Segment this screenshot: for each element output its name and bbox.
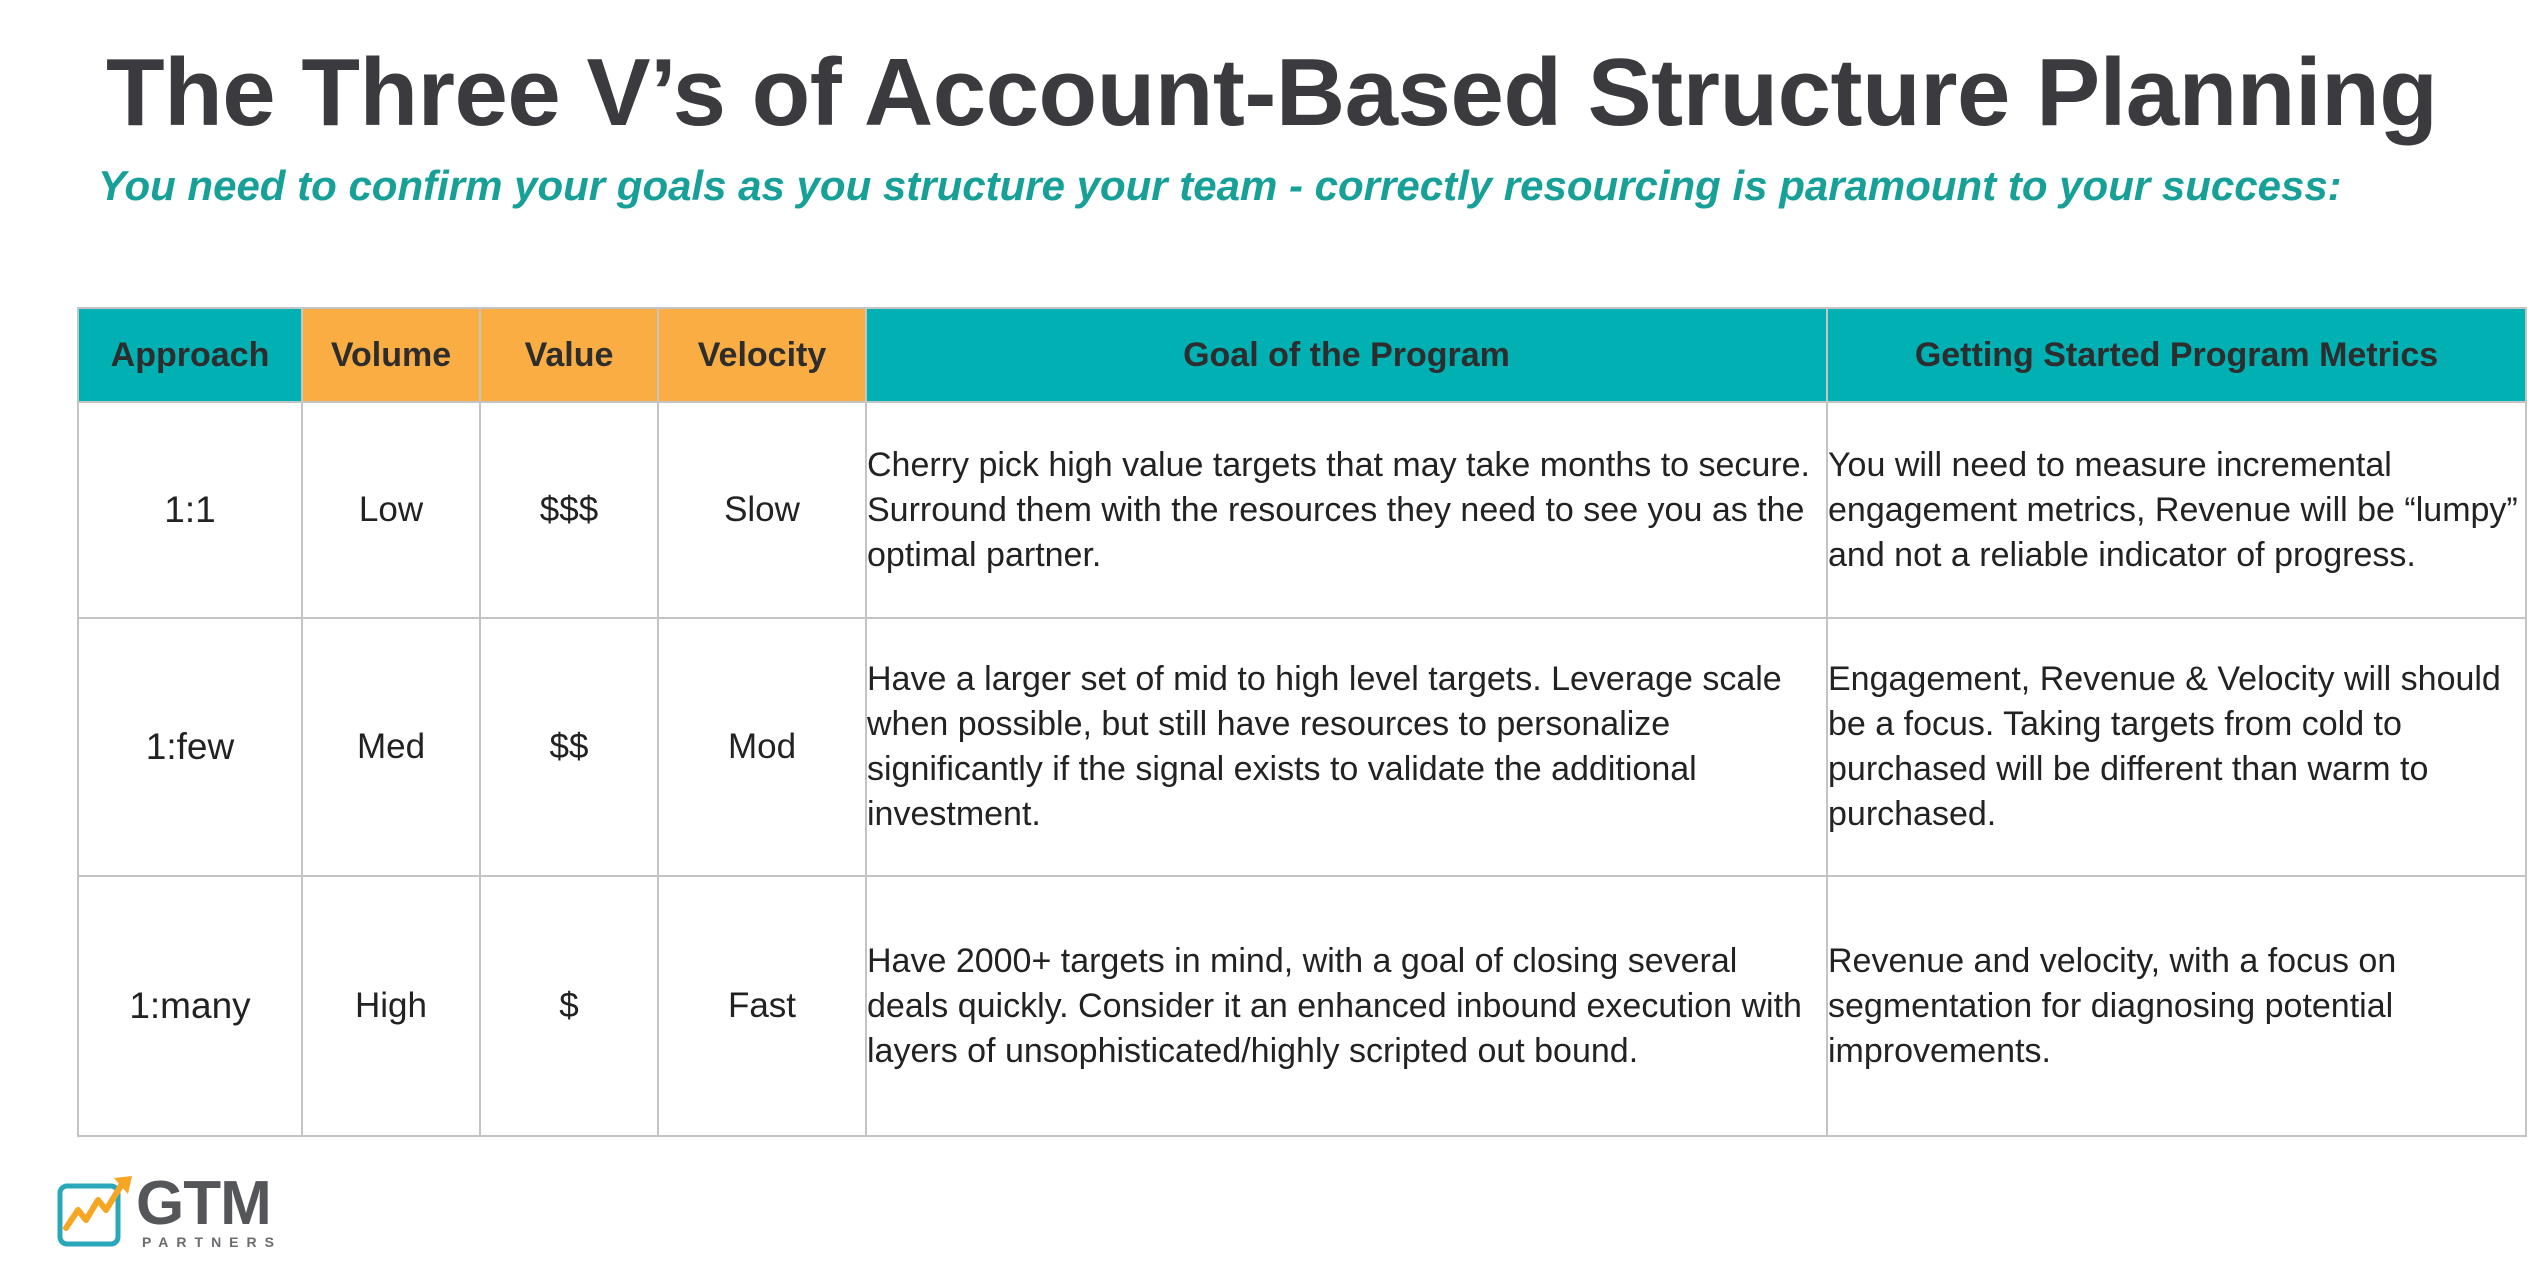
logo-wordmark: GTM xyxy=(136,1169,271,1238)
cell-velocity: Slow xyxy=(658,402,866,618)
cell-value: $$$ xyxy=(480,402,658,618)
table-row xyxy=(78,402,2526,618)
cell-approach: 1:1 xyxy=(78,402,302,618)
header-velocity: Velocity xyxy=(658,308,866,402)
cell-goal: Have 2000+ targets in mind, with a goal of closing several deals quickly. Consider it an enhanced inbound execution with layers of unsophisticated/highly scripted out bound. xyxy=(866,876,1827,1136)
approach-table xyxy=(77,307,2527,1137)
table-header-row xyxy=(78,308,2526,402)
table-row xyxy=(78,618,2526,876)
cell-volume: High xyxy=(302,876,480,1136)
header-volume: Volume xyxy=(302,308,480,402)
slide-title: The Three V’s of Account-Based Structure Planning xyxy=(106,39,2438,146)
cell-velocity: Fast xyxy=(658,876,866,1136)
cell-metrics: You will need to measure incremental engagement metrics, Revenue will be “lumpy” and not a reliable indicator of progress. xyxy=(1827,402,2526,618)
cell-value: $$ xyxy=(480,618,658,876)
logo-tagline: PARTNERS xyxy=(142,1234,282,1250)
header-metrics: Getting Started Program Metrics xyxy=(1827,308,2526,402)
table-row xyxy=(78,876,2526,1136)
cell-approach: 1:many xyxy=(78,876,302,1136)
gtm-partners-logo xyxy=(56,1170,296,1260)
cell-goal: Cherry pick high value targets that may take months to secure. Surround them with the resources they need to see you as the optimal partner. xyxy=(866,402,1827,618)
header-goal: Goal of the Program xyxy=(866,308,1827,402)
cell-approach: 1:few xyxy=(78,618,302,876)
slide-subtitle: You need to confirm your goals as you structure your team - correctly resourcing is paramount to your success: xyxy=(98,162,2342,209)
header-value: Value xyxy=(480,308,658,402)
trend-chart-icon xyxy=(56,1170,136,1250)
cell-metrics: Revenue and velocity, with a focus on segmentation for diagnosing potential improvements. xyxy=(1827,876,2526,1136)
cell-goal: Have a larger set of mid to high level targets. Leverage scale when possible, but still have resources to personalize significantly if the signal exists to validate the additional investment. xyxy=(866,618,1827,876)
header-approach: Approach xyxy=(78,308,302,402)
cell-volume: Low xyxy=(302,402,480,618)
cell-velocity: Mod xyxy=(658,618,866,876)
cell-volume: Med xyxy=(302,618,480,876)
cell-value: $ xyxy=(480,876,658,1136)
cell-metrics: Engagement, Revenue & Velocity will should be a focus. Taking targets from cold to purchased will be different than warm to purchased. xyxy=(1827,618,2526,876)
